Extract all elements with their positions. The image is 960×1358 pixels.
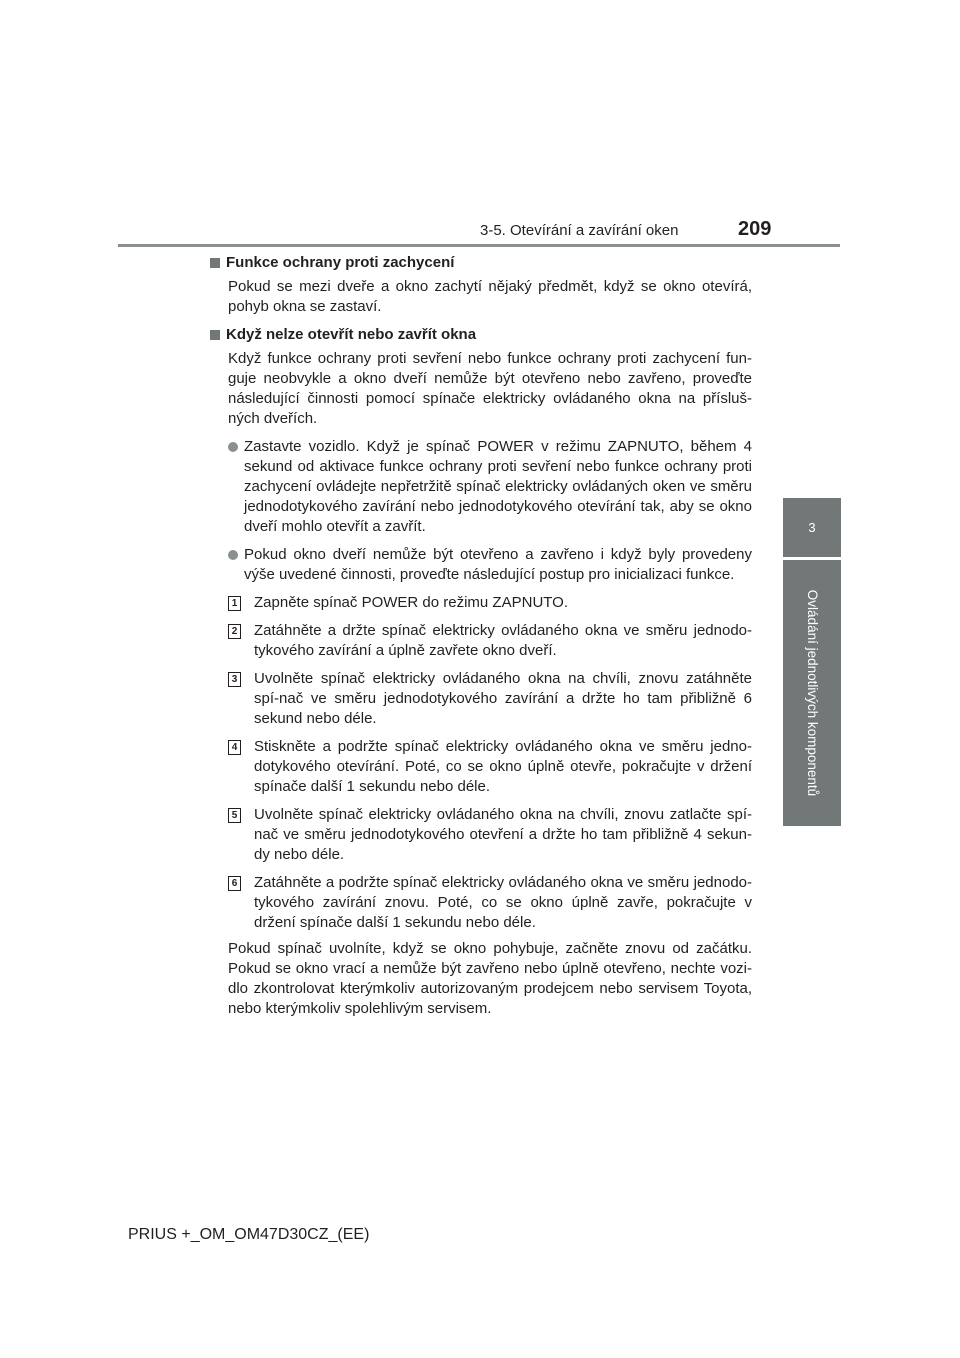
- step-number-icon: 3: [228, 672, 241, 687]
- heading-text: Funkce ochrany proti zachycení: [226, 254, 455, 271]
- footer-doc-id: PRIUS +_OM_OM47D30CZ_(EE): [128, 1226, 370, 1243]
- step-number-icon: 1: [228, 596, 241, 611]
- step-text: Stiskněte a podržte spínač elektricky ovládaného okna ve směru jedno-dotykového otevírání. Poté, co se okno úplně otevře, pokračujte v držení spínače další 1 sekundu nebo déle.: [254, 738, 752, 795]
- square-bullet-icon: [210, 330, 220, 340]
- step-number-icon: 5: [228, 808, 241, 823]
- step-item: [228, 669, 752, 729]
- paragraph: Pokud se mezi dveře a okno zachytí nějaký předmět, když se okno otevírá, pohyb okna se zastaví.: [228, 278, 752, 315]
- bullet-text: Zastavte vozidlo. Když je spínač POWER v režimu ZAPNUTO, během 4 sekund od aktivace funkce ochrany proti sevření nebo funkce ochrany proti zachycení ovládejte nepřetržitě spínač elektricky ovládaných oken ve směru jednodotykového zavírání nebo jednodotykového otevírání tak, aby se okno dveří mohlo otevřít a zavřít.: [244, 438, 752, 535]
- step-item: [228, 737, 752, 797]
- step-item: [228, 873, 752, 933]
- section-heading: [210, 253, 752, 273]
- square-bullet-icon: [210, 258, 220, 268]
- heading-text: Když nelze otevřít nebo zavřít okna: [226, 326, 477, 343]
- bullet-text: Pokud okno dveří nemůže být otevřeno a zavřeno i když byly provedeny výše uvedené činnosti, proveďte následující postup pro inicializaci funkce.: [244, 546, 752, 583]
- step-text: Uvolněte spínač elektricky ovládaného okna na chvíli, znovu zatáhněte spí-nač ve směru jednodotykového zavírání a držte ho tam přibližně 6 sekund nebo déle.: [254, 670, 752, 727]
- step-item: [228, 805, 752, 865]
- paragraph: Když funkce ochrany proti sevření nebo funkce ochrany proti zachycení fun-guje neobvykle a okno dveří nemůže být otevřeno nebo zavřeno, proveďte následující činnosti pomocí spínače elektricky ovládaného okna na přísluš-ných dveřích.: [228, 350, 752, 427]
- round-bullet-icon: [228, 550, 238, 560]
- main-content: [212, 253, 752, 1019]
- closing-paragraph: Pokud spínač uvolníte, když se okno pohybuje, začněte znovu od začátku. Pokud se okno vrací a nemůže být zavřeno nebo úplně otevřeno, nechte vozi-dlo zkontrolovat kterýmkoliv autorizovaným prodejcem nebo servisem Toyota, nebo kterýmkoliv spolehlivým servisem.: [228, 940, 752, 1017]
- header-section-title: 3-5. Otevírání a zavírání oken: [480, 222, 679, 239]
- bullet-item: [228, 437, 752, 537]
- step-text: Zatáhněte a držte spínač elektricky ovládaného okna ve směru jednodo-tykového zavírání a úplně zavřete okno dveří.: [254, 622, 752, 659]
- header-divider: [118, 244, 840, 247]
- step-text: Uvolněte spínač elektricky ovládaného okna na chvíli, znovu zatlačte spí-nač ve směru jednodotykového otevření a držte ho tam přibližně 4 sekun-dy nebo déle.: [254, 806, 752, 863]
- page-number: 209: [738, 218, 772, 240]
- round-bullet-icon: [228, 442, 238, 452]
- step-number-icon: 6: [228, 876, 241, 891]
- step-number-icon: 4: [228, 740, 241, 755]
- step-item: [228, 621, 752, 661]
- step-number-icon: 2: [228, 624, 241, 639]
- bullet-item: [228, 545, 752, 585]
- step-text: Zapněte spínač POWER do režimu ZAPNUTO.: [254, 594, 568, 611]
- chapter-number: 3: [808, 520, 816, 535]
- section-heading: [210, 325, 752, 345]
- chapter-label: Ovládání jednotlivých komponentů: [805, 589, 820, 797]
- step-text: Zatáhněte a podržte spínač elektricky ovládaného okna ve směru jednodo-tykového zavírání znovu. Poté, co se okno úplně zavře, pokračujte v držení spínače další 1 sekundu nebo déle.: [254, 874, 752, 931]
- chapter-number-tab: [783, 498, 841, 557]
- step-item: [228, 593, 752, 613]
